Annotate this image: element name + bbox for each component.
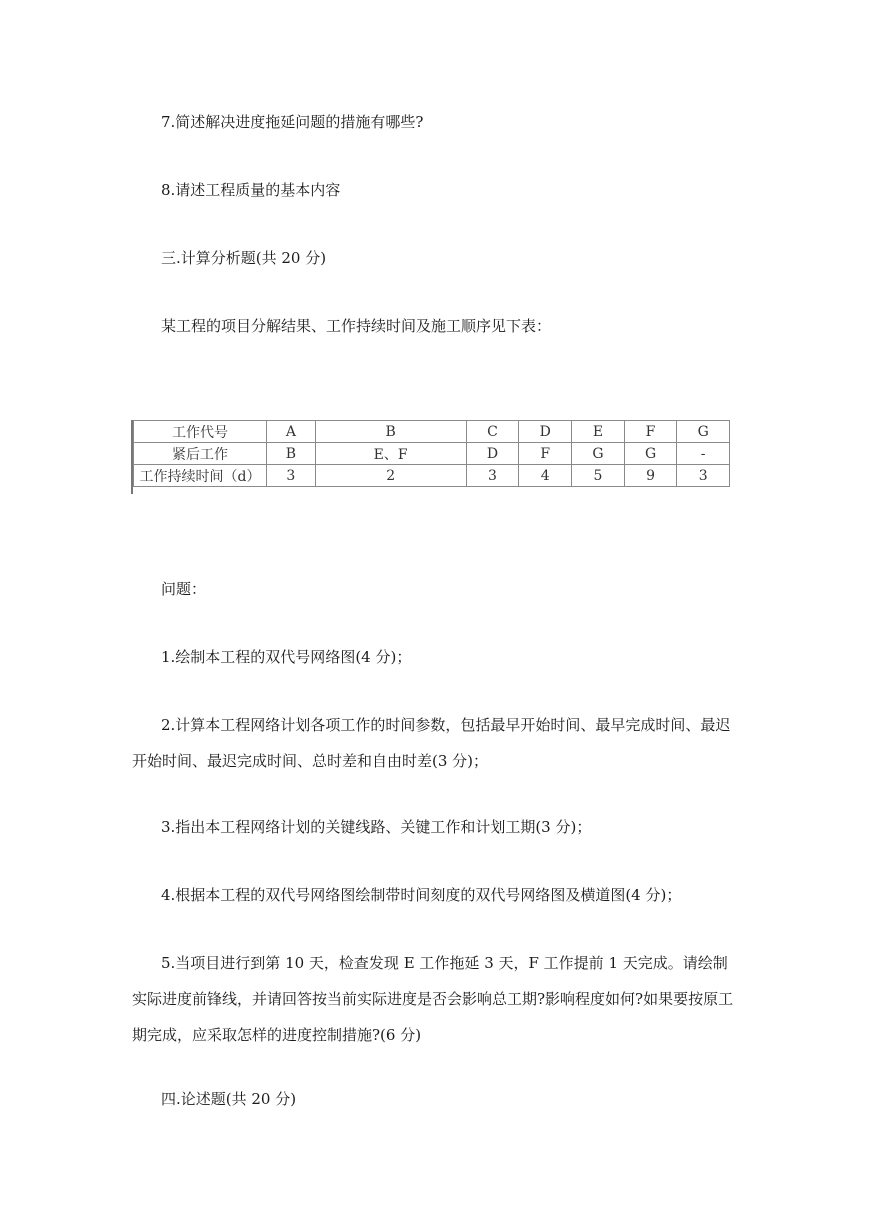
table-cell: G [677,421,730,443]
table-cell: 5 [572,465,625,487]
section-3-intro: 某工程的项目分解结果、工作持续时间及施工顺序见下表： [161,317,552,335]
table-cell: 3 [677,465,730,487]
row-header: 工作持续时间（d） [134,465,267,487]
work-data-table [133,420,730,487]
table-cell: B [267,443,316,465]
table-row [134,443,730,465]
table-cell: 4 [519,465,572,487]
table-cell: G [572,443,625,465]
table-cell: B [315,421,466,443]
problem-4: 4.根据本工程的双代号网络图绘制带时间刻度的双代号网络图及横道图(4 分)； [161,886,682,904]
problem-2: 2.计算本工程网络计划各项工作的时间参数，包括最早开始时间、最早完成时间、最迟开始时间、最迟完成时间、总时差和自由时差(3 分)； [132,716,731,770]
table-cell: D [466,443,519,465]
question-7: 7.简述解决进度拖延问题的措施有哪些? [161,113,424,131]
work-table [133,420,733,487]
table-cell: 3 [466,465,519,487]
table-row [134,465,730,487]
table-cell: E [572,421,625,443]
table-cell: - [677,443,730,465]
problems-label: 问题： [161,580,207,598]
table-cell: E、F [315,443,466,465]
problem-5: 5.当项目进行到第 10 天，检查发现 E 工作拖延 3 天，F 工作提前 1 天完成。请绘制实际进度前锋线，并请回答按当前实际进度是否会影响总工期?影响程度如何?如果要按原工期完成，应采取怎样的进度控制措施?(6 分) [132,954,734,1044]
problem-1: 1.绘制本工程的双代号网络图(4 分)； [161,648,412,666]
section-4-title: 四.论述题(共 20 分) [161,1090,297,1108]
problem-3: 3.指出本工程网络计划的关键线路、关键工作和计划工期(3 分)； [161,818,592,836]
table-cell: C [466,421,519,443]
table-row [134,421,730,443]
table-cell: F [624,421,677,443]
table-cell: F [519,443,572,465]
table-cell: 2 [315,465,466,487]
table-cell: 3 [267,465,316,487]
question-8: 8.请述工程质量的基本内容 [161,181,341,199]
table-cell: A [267,421,316,443]
row-header: 工作代号 [134,421,267,443]
section-3-title: 三.计算分析题(共 20 分) [161,249,327,267]
table-cell: G [624,443,677,465]
row-header: 紧后工作 [134,443,267,465]
table-cell: 9 [624,465,677,487]
table-cell: D [519,421,572,443]
